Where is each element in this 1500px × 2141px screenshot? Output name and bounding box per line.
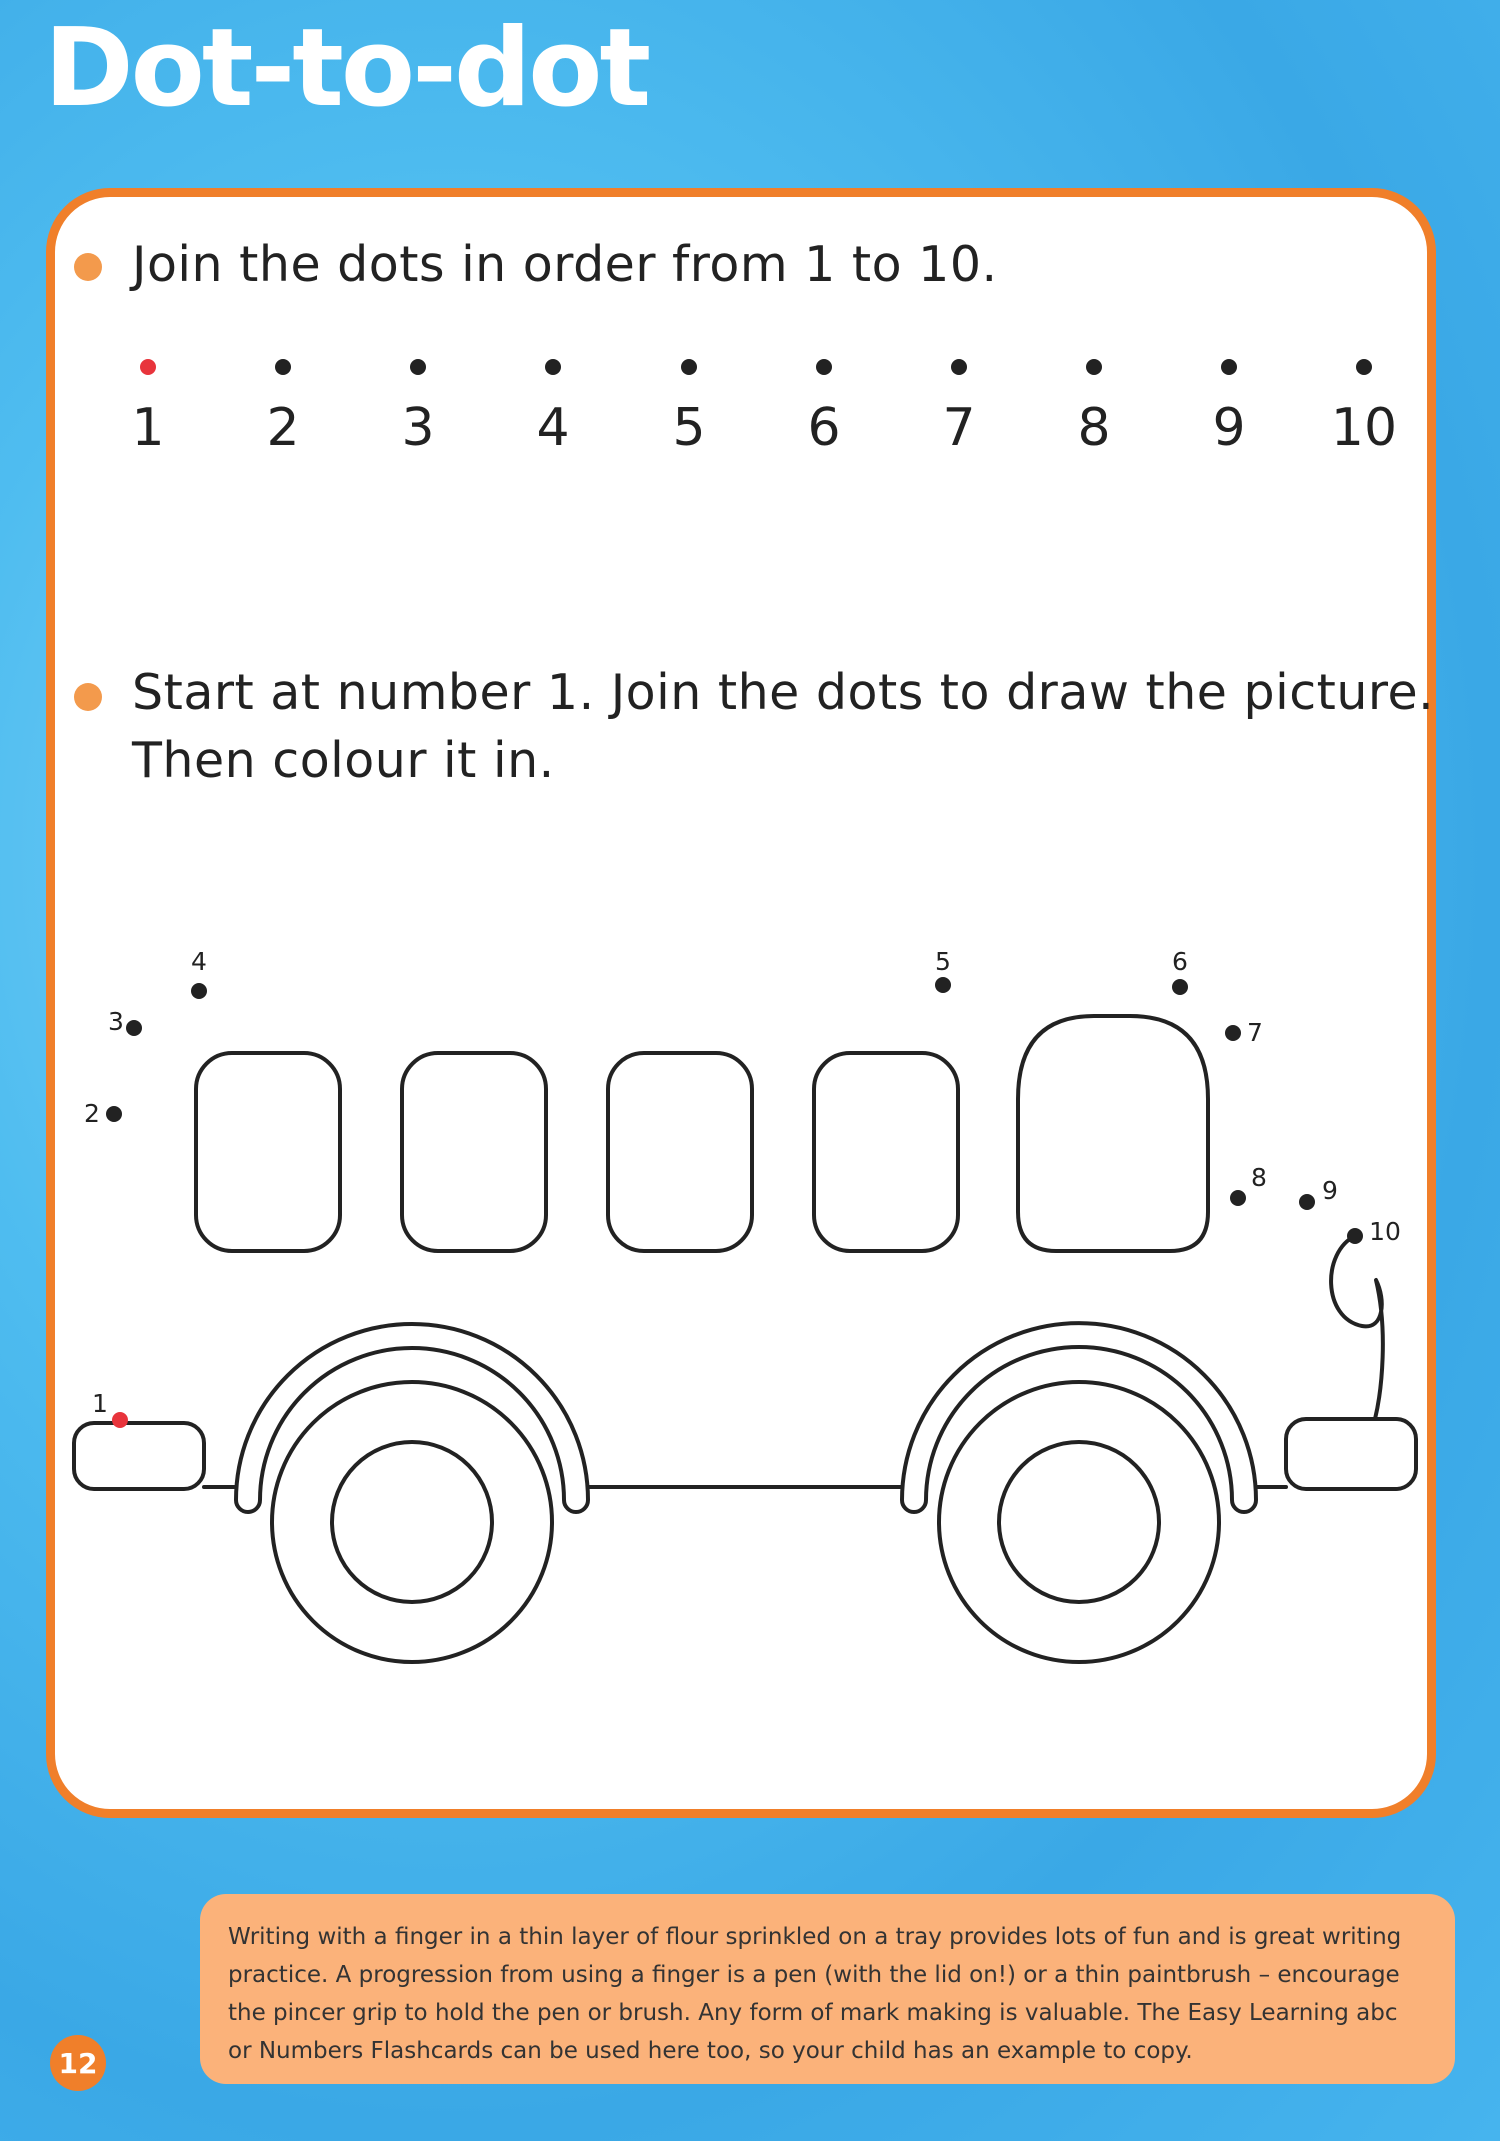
bus-dot-label: 1 (92, 1389, 108, 1418)
bus-dot[interactable] (1347, 1228, 1363, 1244)
wheel-arch (236, 1324, 588, 1512)
number-label: 10 (1330, 398, 1398, 458)
number-label: 3 (401, 398, 435, 458)
bus-window (608, 1053, 752, 1251)
bus-dot-label: 7 (1247, 1018, 1263, 1047)
bus-dot[interactable] (935, 977, 951, 993)
bus-window (402, 1053, 546, 1251)
number-label: 7 (942, 398, 976, 458)
wheel (939, 1382, 1219, 1662)
bus-dot-label: 6 (1172, 947, 1188, 976)
instruction-2-line-1: Start at number 1. Join the dots to draw the picture. (132, 664, 1435, 721)
bus-dot[interactable] (106, 1106, 122, 1122)
parent-tip-box (200, 1894, 1455, 2084)
wheel-arch (902, 1323, 1256, 1512)
bus-dot[interactable] (112, 1412, 128, 1428)
number-label: 8 (1077, 398, 1111, 458)
wheel (272, 1382, 552, 1662)
bus-dot-label: 5 (935, 947, 951, 976)
bus-dot[interactable] (1299, 1194, 1315, 1210)
bus-dot-label: 4 (191, 947, 207, 976)
bus-dot[interactable] (126, 1020, 142, 1036)
number-label: 5 (672, 398, 706, 458)
side-mirror (1331, 1236, 1383, 1419)
instruction-1: Join the dots in order from 1 to 10. (132, 236, 998, 293)
bus-dot-label: 3 (108, 1007, 124, 1036)
bus-door-window (1018, 1016, 1208, 1251)
bus-dot-label: 2 (84, 1099, 100, 1128)
wheel-hub (332, 1442, 492, 1602)
rear-bumper (1286, 1419, 1416, 1489)
bus-window (196, 1053, 340, 1251)
bus-dot[interactable] (191, 983, 207, 999)
number-label: 1 (131, 398, 165, 458)
bus-dot[interactable] (1230, 1190, 1246, 1206)
bus-dot[interactable] (1225, 1025, 1241, 1041)
page-number: 12 (50, 2035, 106, 2091)
page-title: Dot-to-dot (44, 6, 649, 131)
bus-dot-label: 10 (1369, 1217, 1401, 1246)
number-label: 2 (266, 398, 300, 458)
instruction-2-line-2: Then colour it in. (132, 732, 555, 789)
wheel-hub (999, 1442, 1159, 1602)
number-label: 6 (807, 398, 841, 458)
front-bumper (74, 1423, 204, 1489)
bus-dot-label: 8 (1251, 1163, 1267, 1192)
number-label: 9 (1212, 398, 1246, 458)
bus-dot-label: 9 (1322, 1176, 1338, 1205)
number-label: 4 (536, 398, 570, 458)
bus-window (814, 1053, 958, 1251)
parent-tip-text: Writing with a finger in a thin layer of flour sprinkled on a tray provides lots of fun and is great writing practice. A progression from using a finger is a pen (with the lid on!) or a thin paintbrush – encourage the pincer grip to hold the pen or brush. Any form of mark making is valuable. The Easy Learning abc or Numbers Flashcards can be used here too, so your child has an example to copy. (228, 1924, 1402, 2064)
bus-dot[interactable] (1172, 979, 1188, 995)
